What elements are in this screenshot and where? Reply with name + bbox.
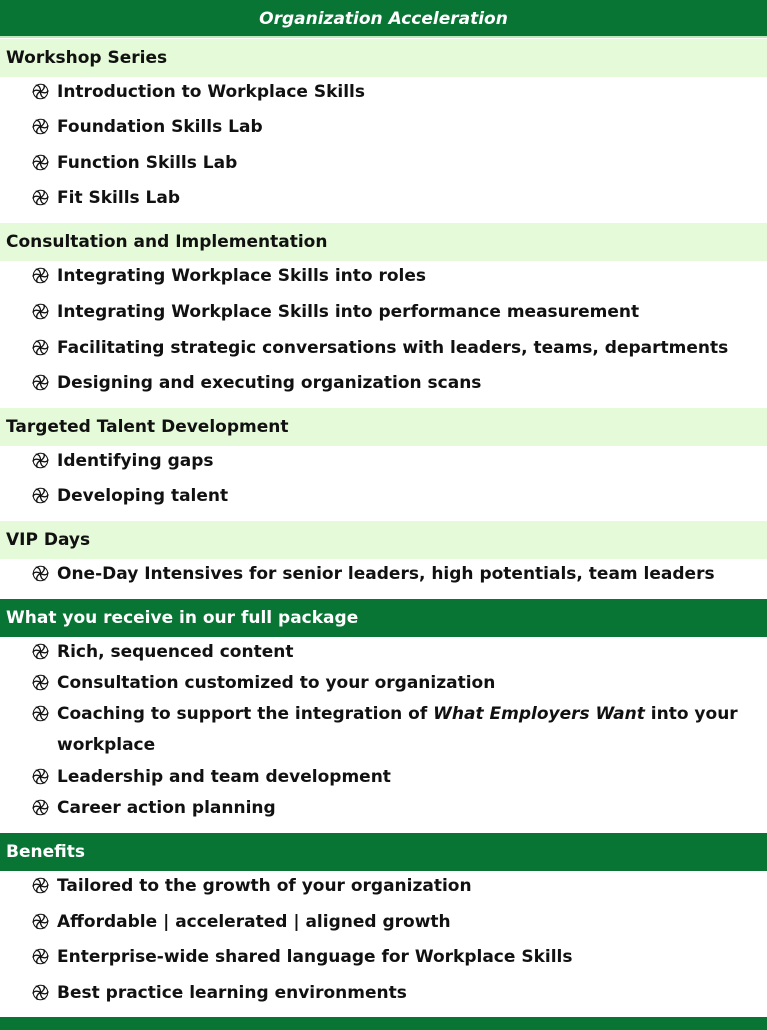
list-item: Affordable | accelerated | aligned growth bbox=[32, 911, 752, 933]
list-item: Leadership and team development bbox=[32, 766, 752, 788]
list-item: Rich, sequenced content bbox=[32, 641, 752, 663]
list-item: Foundation Skills Lab bbox=[32, 116, 752, 138]
list-item: Career action planning bbox=[32, 797, 752, 819]
section-heading-vip-days: VIP Days bbox=[0, 521, 767, 559]
list-item: Consultation customized to your organization bbox=[32, 672, 752, 694]
pinwheel-bullet-icon bbox=[32, 452, 49, 469]
section-heading-talent-development: Targeted Talent Development bbox=[0, 408, 767, 446]
pinwheel-bullet-icon bbox=[32, 674, 49, 691]
pinwheel-bullet-icon bbox=[32, 565, 49, 582]
pinwheel-bullet-icon bbox=[32, 768, 49, 785]
pinwheel-bullet-icon bbox=[32, 877, 49, 894]
list-item: Integrating Workplace Skills into performance measurement bbox=[32, 301, 752, 323]
section-heading-consultation: Consultation and Implementation bbox=[0, 223, 767, 261]
pinwheel-bullet-icon bbox=[32, 189, 49, 206]
pinwheel-bullet-icon bbox=[32, 913, 49, 930]
pinwheel-bullet-icon bbox=[32, 984, 49, 1001]
pinwheel-bullet-icon bbox=[32, 303, 49, 320]
list-item: Best practice learning environments bbox=[32, 982, 752, 1004]
pinwheel-bullet-icon bbox=[32, 948, 49, 965]
page-title: Organization Acceleration bbox=[0, 0, 767, 38]
section-heading-benefits: Benefits bbox=[0, 833, 767, 871]
pinwheel-bullet-icon bbox=[32, 705, 49, 722]
list-item: Function Skills Lab bbox=[32, 152, 752, 174]
list-item: Facilitating strategic conversations with leaders, teams, departments bbox=[32, 337, 752, 359]
section-heading-full-package: What you receive in our full package bbox=[0, 599, 767, 637]
list-item: Tailored to the growth of your organization bbox=[32, 875, 752, 897]
pinwheel-bullet-icon bbox=[32, 487, 49, 504]
pinwheel-bullet-icon bbox=[32, 267, 49, 284]
footer-bar bbox=[0, 1017, 767, 1030]
list-item: Enterprise-wide shared language for Workplace Skills bbox=[32, 946, 752, 968]
pinwheel-bullet-icon bbox=[32, 374, 49, 391]
list-item: Identifying gaps bbox=[32, 450, 752, 472]
list-item: One-Day Intensives for senior leaders, high potentials, team leaders bbox=[32, 563, 752, 585]
pinwheel-bullet-icon bbox=[32, 83, 49, 100]
list-item: Fit Skills Lab bbox=[32, 187, 752, 209]
pinwheel-bullet-icon bbox=[32, 643, 49, 660]
section-heading-workshop-series: Workshop Series bbox=[0, 39, 767, 77]
pinwheel-bullet-icon bbox=[32, 799, 49, 816]
list-item: Coaching to support the integration of What Employers Want into your workplace bbox=[32, 699, 752, 761]
list-item: Integrating Workplace Skills into roles bbox=[32, 265, 752, 287]
pinwheel-bullet-icon bbox=[32, 154, 49, 171]
pinwheel-bullet-icon bbox=[32, 118, 49, 135]
list-item: Introduction to Workplace Skills bbox=[32, 81, 752, 103]
list-item: Designing and executing organization scans bbox=[32, 372, 752, 394]
list-item: Developing talent bbox=[32, 485, 752, 507]
book-title-emphasis: What Employers Want bbox=[433, 704, 645, 724]
pinwheel-bullet-icon bbox=[32, 339, 49, 356]
